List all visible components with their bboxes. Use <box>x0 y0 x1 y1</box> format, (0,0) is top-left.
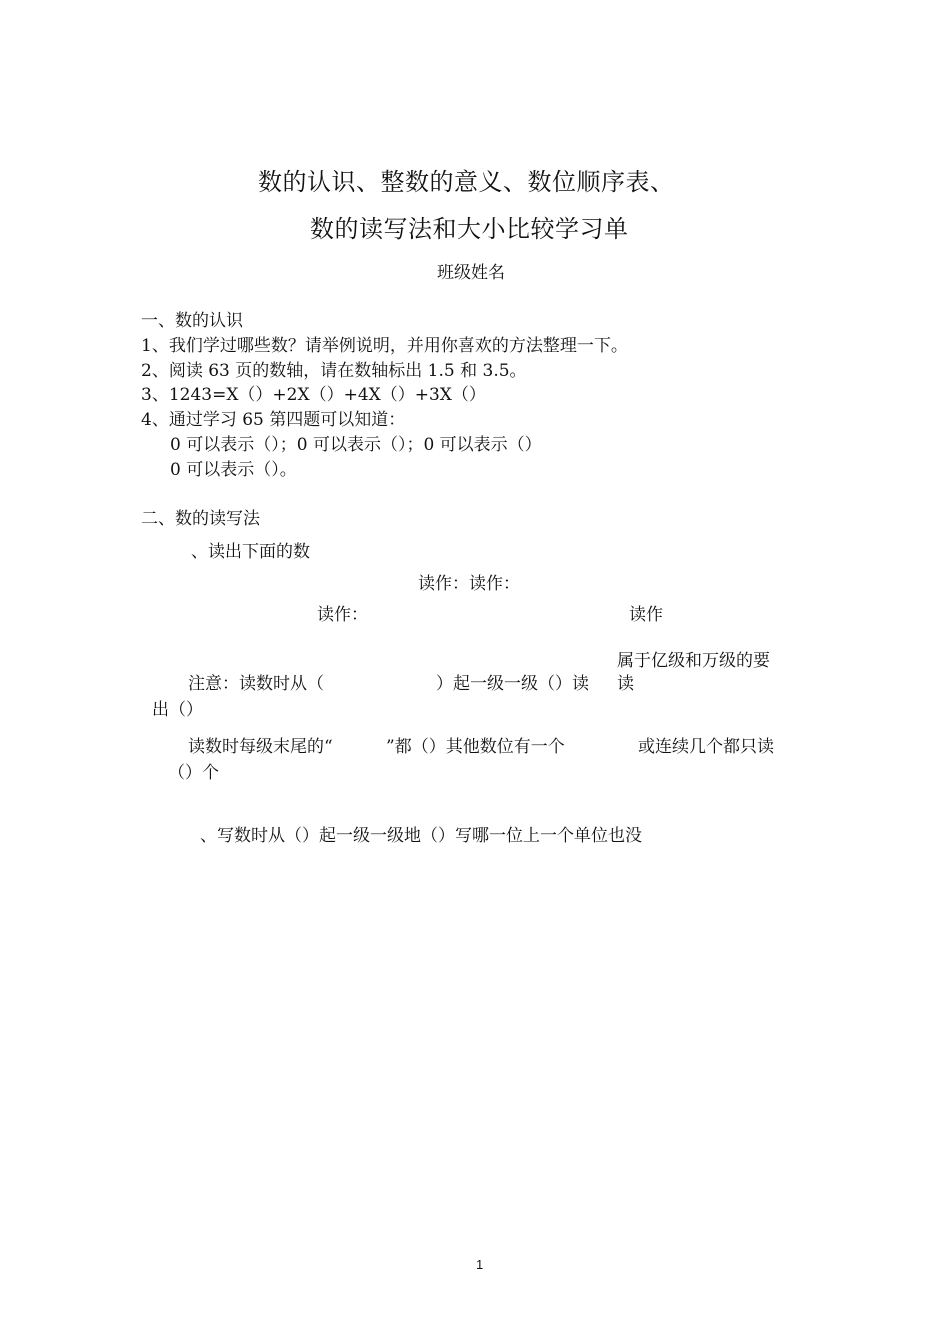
subsection-write-numbers: 、写数时从（）起一级一级地（）写哪一位上一个单位也没 <box>200 826 642 846</box>
section-2-heading: 二、数的读写法 <box>141 509 260 529</box>
read-as-pair: 读作：读作： <box>418 574 520 594</box>
note-right-top: 属于亿级和万级的要 <box>617 651 770 671</box>
rule-continued: （）个 <box>168 763 219 783</box>
note-continued: 出（） <box>152 700 203 720</box>
section-1-heading: 一、数的认识 <box>141 311 243 331</box>
rule-part-b: ”都（）其他数位有一个 <box>386 737 565 757</box>
read-as-right: 读作 <box>629 605 663 625</box>
question-1: 1、我们学过哪些数？请举例说明，并用你喜欢的方法整理一下。 <box>141 336 628 356</box>
title-line-1: 数的认识、整数的意义、数位顺序表、 <box>258 168 675 196</box>
title-line-2: 数的读写法和大小比较学习单 <box>310 215 629 243</box>
question-2: 2、阅读 63 页的数轴，请在数轴标出 1.5 和 3.5。 <box>141 361 527 381</box>
question-4-line-2: 0 可以表示（）。 <box>170 460 297 480</box>
question-4-line-1: 0 可以表示（）；0 可以表示（）；0 可以表示（） <box>170 435 542 455</box>
question-3: 3、1243=X（）+2X（）+4X（）+3X（） <box>141 385 486 405</box>
read-as-left: 读作： <box>317 605 368 625</box>
note-main: 注意：读数时从（ <box>188 674 324 694</box>
note-mid: ）起一级一级（）读 <box>436 674 589 694</box>
subsection-read-numbers: 、读出下面的数 <box>191 542 310 562</box>
class-name-line: 班级姓名 <box>437 263 505 283</box>
note-right-bottom: 读 <box>617 674 634 694</box>
rule-part-a: 读数时每级末尾的“ <box>188 737 333 757</box>
page-number: 1 <box>476 1257 484 1272</box>
question-4: 4、通过学习 65 第四题可以知道： <box>141 410 406 430</box>
rule-part-c: 或连续几个都只读 <box>638 737 774 757</box>
